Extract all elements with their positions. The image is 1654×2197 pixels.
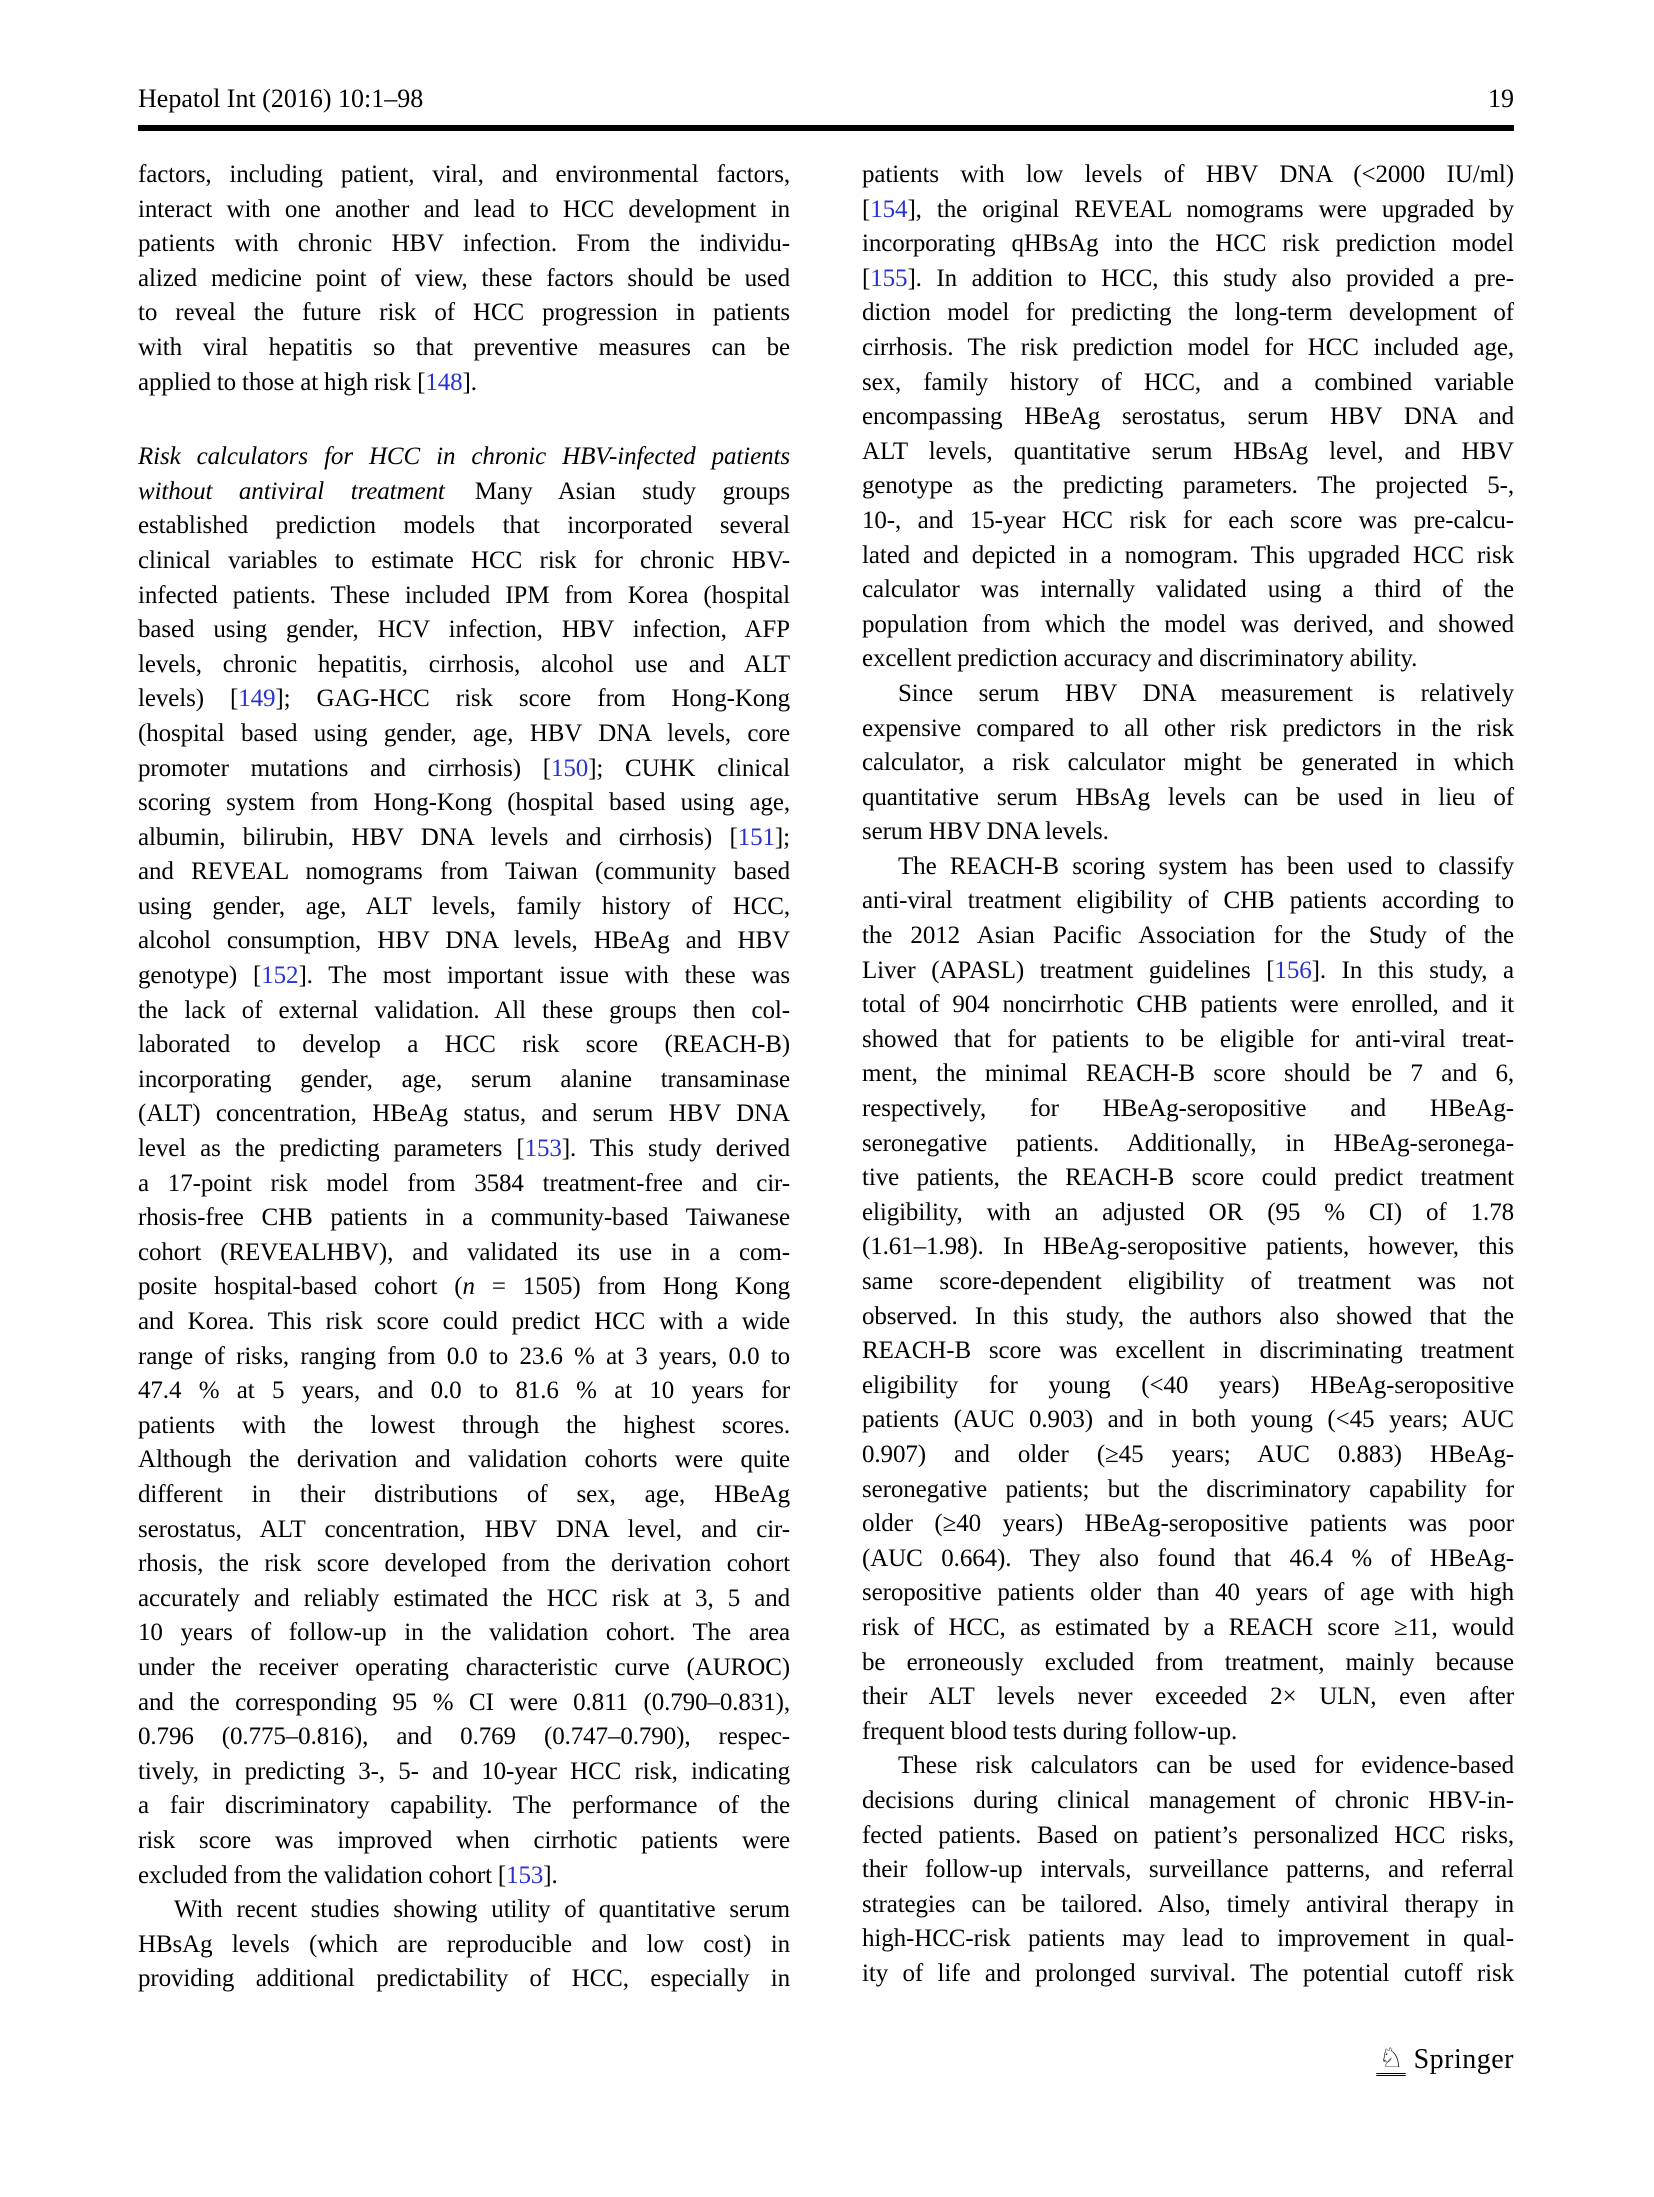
text-line: laborated to develop a HCC risk score (REACH-B) [138, 1031, 790, 1059]
text-line: eligibility for young (<40 years) HBeAg-seropositive [862, 1371, 1514, 1399]
text-span: ]. In addition to HCC, this study also provided a pre- [907, 264, 1514, 292]
page-footer [138, 2044, 1514, 2076]
text-line: quantitative serum HBsAg levels can be used in lieu of [862, 783, 1514, 811]
text-line [138, 1132, 790, 1167]
section-heading-paragraph [138, 440, 790, 1893]
text-line: anti-viral treatment eligibility of CHB patients according to [862, 887, 1514, 915]
citation-link[interactable]: 153 [506, 1861, 544, 1889]
text-span: ]. [462, 368, 477, 396]
text-line: REACH-B score was excellent in discriminating treatment [862, 1337, 1514, 1365]
text-line: based using gender, HCV infection, HBV infection, AFP [138, 616, 790, 644]
text-line: lated and depicted in a nomogram. This upgraded HCC risk [862, 541, 1514, 569]
text-line: diction model for predicting the long-term development of [862, 299, 1514, 327]
citation-link[interactable]: 150 [551, 754, 589, 782]
text-line: and the corresponding 95 % CI were 0.811 (0.790–0.831), [138, 1688, 790, 1716]
citation-link[interactable]: 155 [870, 264, 908, 292]
text-line: sex, family history of HCC, and a combined variable [862, 368, 1514, 396]
text-line: providing additional predictability of HCC, especially in [138, 1965, 790, 1993]
publisher-name: Springer [1413, 2044, 1514, 2075]
text-line [138, 440, 790, 475]
springer-knight-icon: ♘ [1377, 2045, 1407, 2076]
text-line: eligibility, with an adjusted OR (95 % CI) of 1.78 [862, 1198, 1514, 1226]
citation-link[interactable]: 153 [524, 1135, 562, 1163]
text-line: patients (AUC 0.903) and in both young (<45 years; AUC [862, 1406, 1514, 1434]
text-line: incorporating gender, age, serum alanine transaminase [138, 1065, 790, 1093]
text-span: excluded from the validation cohort [ [138, 1861, 507, 1889]
italic-text: n [462, 1273, 475, 1301]
text-line: 10 years of follow-up in the validation cohort. The area [138, 1619, 790, 1647]
text-line [862, 262, 1514, 297]
text-line: patients with low levels of HBV DNA (<2000 IU/ml) [862, 161, 1514, 188]
paragraph [862, 158, 1514, 677]
text-line: infected patients. These included IPM from Korea (hospital [138, 581, 790, 609]
text-line: a 17-point risk model from 3584 treatment-free and cir- [138, 1169, 790, 1197]
text-line [138, 682, 790, 717]
text-line: ment, the minimal REACH-B score should be 7 and 6, [862, 1060, 1514, 1088]
right-column [862, 158, 1514, 1997]
text-line: (AUC 0.664). They also found that 46.4 % of HBeAg- [862, 1544, 1514, 1572]
paragraph [138, 158, 790, 400]
text-span: Many Asian study groups [474, 477, 790, 505]
text-line: cohort (REVEALHBV), and validated its use in a com- [138, 1238, 790, 1266]
text-span: ]. [543, 1861, 558, 1889]
text-line: (hospital based using gender, age, HBV DNA levels, core [138, 719, 790, 747]
text-line: and REVEAL nomograms from Taiwan (community based [138, 858, 790, 886]
text-span: promoter mutations and cirrhosis) [ [138, 754, 551, 782]
text-line [138, 1270, 790, 1305]
paragraph [138, 1893, 790, 1997]
text-span: ]. In this study, a [1311, 956, 1514, 984]
text-line [138, 959, 790, 994]
text-line: factors, including patient, viral, and environmental factors, [138, 161, 790, 188]
citation-link[interactable]: 151 [737, 823, 775, 851]
article-body [138, 158, 1514, 1997]
text-line: accurately and reliably estimated the HCC risk at 3, 5 and [138, 1584, 790, 1612]
italic-text: Risk calculators for HCC in chronic HBV-infected patients [138, 443, 790, 471]
text-line: levels, chronic hepatitis, cirrhosis, alcohol use and ALT [138, 650, 790, 678]
page-number: 19 [1488, 84, 1514, 113]
text-line: scoring system from Hong-Kong (hospital based using age, [138, 789, 790, 817]
text-line: be erroneously excluded from treatment, mainly because [862, 1648, 1514, 1676]
text-line: serum HBV DNA levels. [862, 818, 1109, 846]
text-line: expensive compared to all other risk predictors in the risk [862, 714, 1514, 742]
text-line: 47.4 % at 5 years, and 0.0 to 81.6 % at 10 years for [138, 1377, 790, 1405]
text-line: showed that for patients to be eligible for anti-viral treat- [862, 1025, 1514, 1053]
text-line: tively, in predicting 3-, 5- and 10-year HCC risk, indicating [138, 1757, 790, 1785]
text-line: 0.907) and older (≥45 years; AUC 0.883) HBeAg- [862, 1440, 1514, 1468]
text-line: genotype as the predicting parameters. The projected 5-, [862, 472, 1514, 500]
citation-link[interactable]: 154 [870, 195, 908, 223]
text-line: seropositive patients older than 40 years of age with high [862, 1579, 1514, 1607]
text-line: and Korea. This risk score could predict HCC with a wide [138, 1308, 790, 1335]
text-line: frequent blood tests during follow-up. [862, 1717, 1238, 1745]
text-line: ALT levels, quantitative serum HBsAg level, and HBV [862, 437, 1514, 465]
text-line: rhosis, the risk score developed from the derivation cohort [138, 1550, 790, 1578]
text-line: high-HCC-risk patients may lead to improvement in qual- [862, 1925, 1514, 1953]
text-line: the 2012 Asian Pacific Association for the Study of the [862, 922, 1514, 950]
text-line [138, 1859, 790, 1894]
text-line: ity of life and prolonged survival. The potential cutoff risk [862, 1959, 1514, 1987]
left-column [138, 158, 790, 1997]
text-line: incorporating qHBsAg into the HCC risk prediction model [862, 230, 1514, 258]
text-span: ]; [774, 823, 790, 851]
text-line: The REACH-B scoring system has been used to classify [898, 852, 1514, 880]
text-line: their follow-up intervals, surveillance patterns, and referral [862, 1856, 1514, 1884]
text-line: interact with one another and lead to HCC development in [138, 195, 790, 223]
paragraph [862, 677, 1514, 850]
text-span: genotype) [ [138, 962, 262, 990]
text-line: total of 904 noncirrhotic CHB patients were enrolled, and it [862, 991, 1514, 1019]
text-span: Liver (APASL) treatment guidelines [ [862, 956, 1275, 984]
citation-link[interactable]: 149 [238, 685, 276, 713]
text-line: older (≥40 years) HBeAg-seropositive patients was poor [862, 1510, 1514, 1538]
text-line: seronegative patients. Additionally, in HBeAg-seronega- [862, 1129, 1514, 1157]
text-line [862, 193, 1514, 228]
italic-text: without antiviral treatment [138, 477, 445, 505]
text-line: HBsAg levels (which are reproducible and low cost) in [138, 1930, 790, 1958]
text-line: risk of HCC, as estimated by a REACH score ≥11, would [862, 1613, 1514, 1641]
text-line: clinical variables to estimate HCC risk for chronic HBV- [138, 546, 790, 574]
text-span: ]. The most important issue with these was [298, 962, 790, 990]
text-span: albumin, bilirubin, HBV DNA levels and cirrhosis) [ [138, 823, 738, 851]
text-line: strategies can be tailored. Also, timely antiviral therapy in [862, 1890, 1514, 1918]
text-line: calculator was internally validated using a third of the [862, 576, 1514, 604]
journal-reference: Hepatol Int (2016) 10:1–98 [138, 84, 424, 113]
text-line: excellent prediction accuracy and discriminatory ability. [862, 645, 1418, 673]
text-line [138, 752, 790, 787]
citation-link[interactable]: 148 [425, 368, 463, 396]
paragraph [862, 850, 1514, 1749]
text-line: the lack of external validation. All these groups then col- [138, 996, 790, 1024]
text-span: ]. This study derived [561, 1135, 790, 1163]
text-span: level as the predicting parameters [ [138, 1135, 525, 1163]
text-line: observed. In this study, the authors also showed that the [862, 1302, 1514, 1330]
text-line [138, 475, 790, 510]
text-line: using gender, age, ALT levels, family history of HCC, [138, 892, 790, 920]
text-line: respectively, for HBeAg-seropositive and HBeAg- [862, 1095, 1514, 1123]
text-line: same score-dependent eligibility of treatment was not [862, 1268, 1514, 1295]
text-line: fected patients. Based on patient’s personalized HCC risks, [862, 1821, 1514, 1849]
text-line: 0.796 (0.775–0.816), and 0.769 (0.747–0.790), respec- [138, 1723, 790, 1751]
text-line: established prediction models that incorporated several [138, 512, 790, 540]
text-span: [ [862, 195, 871, 223]
text-line: serostatus, ALT concentration, HBV DNA level, and cir- [138, 1515, 790, 1543]
text-line: their ALT levels never exceeded 2× ULN, even after [862, 1683, 1514, 1711]
text-line: cirrhosis. The risk prediction model for HCC included age, [862, 333, 1514, 361]
citation-link[interactable]: 152 [261, 962, 299, 990]
text-line: decisions during clinical management of chronic HBV-in- [862, 1786, 1514, 1814]
text-line: patients with chronic HBV infection. From the individu- [138, 230, 790, 258]
text-line: population from which the model was derived, and showed [862, 610, 1514, 638]
text-line [862, 954, 1514, 989]
text-line: patients with the lowest through the highest scores. [138, 1411, 790, 1439]
text-span: = 1505) from Hong Kong [474, 1273, 790, 1301]
text-line [138, 366, 790, 401]
page-header [138, 84, 1514, 114]
text-line [138, 821, 790, 856]
text-line: rhosis-free CHB patients in a community-based Taiwanese [138, 1204, 790, 1232]
text-line: range of risks, ranging from 0.0 to 23.6 % at 3 years, 0.0 to [138, 1342, 790, 1370]
text-span: posite hospital-based cohort ( [138, 1273, 463, 1301]
paragraph [862, 1749, 1514, 1991]
text-line: tive patients, the REACH-B score could predict treatment [862, 1164, 1514, 1192]
text-line: to reveal the future risk of HCC progression in patients [138, 299, 790, 327]
text-line: seronegative patients; but the discriminatory capability for [862, 1475, 1514, 1503]
text-line: alized medicine point of view, these factors should be used [138, 264, 790, 292]
text-span: ], the original REVEAL nomograms were upgraded by [907, 195, 1514, 223]
text-line: a fair discriminatory capability. The performance of the [138, 1792, 790, 1820]
text-line: Although the derivation and validation cohorts were quite [138, 1446, 790, 1474]
text-line: different in their distributions of sex, age, HBeAg [138, 1480, 790, 1508]
text-line: encompassing HBeAg serostatus, serum HBV DNA and [862, 403, 1514, 431]
text-span: levels) [ [138, 685, 239, 713]
text-line: With recent studies showing utility of quantitative serum [174, 1896, 790, 1924]
text-line: alcohol consumption, HBV DNA levels, HBeAg and HBV [138, 927, 790, 955]
citation-link[interactable]: 156 [1274, 956, 1312, 984]
text-span: ]; CUHK clinical [588, 754, 790, 782]
text-line: (ALT) concentration, HBeAg status, and serum HBV DNA [138, 1100, 790, 1128]
text-span: ]; GAG-HCC risk score from Hong-Kong [275, 685, 790, 713]
text-span: [ [862, 264, 871, 292]
text-line: calculator, a risk calculator might be generated in which [862, 749, 1514, 777]
text-span: applied to those at high risk [ [138, 368, 426, 396]
text-line: (1.61–1.98). In HBeAg-seropositive patients, however, this [862, 1233, 1514, 1261]
header-divider [138, 125, 1514, 131]
text-line: 10-, and 15-year HCC risk for each score was pre-calcu- [862, 506, 1514, 534]
text-line: with viral hepatitis so that preventive measures can be [138, 333, 790, 361]
text-line: risk score was improved when cirrhotic patients were [138, 1826, 790, 1854]
text-line: These risk calculators can be used for evidence-based [898, 1752, 1514, 1780]
text-line: under the receiver operating characteristic curve (AUROC) [138, 1653, 790, 1681]
text-line: Since serum HBV DNA measurement is relatively [898, 679, 1514, 707]
